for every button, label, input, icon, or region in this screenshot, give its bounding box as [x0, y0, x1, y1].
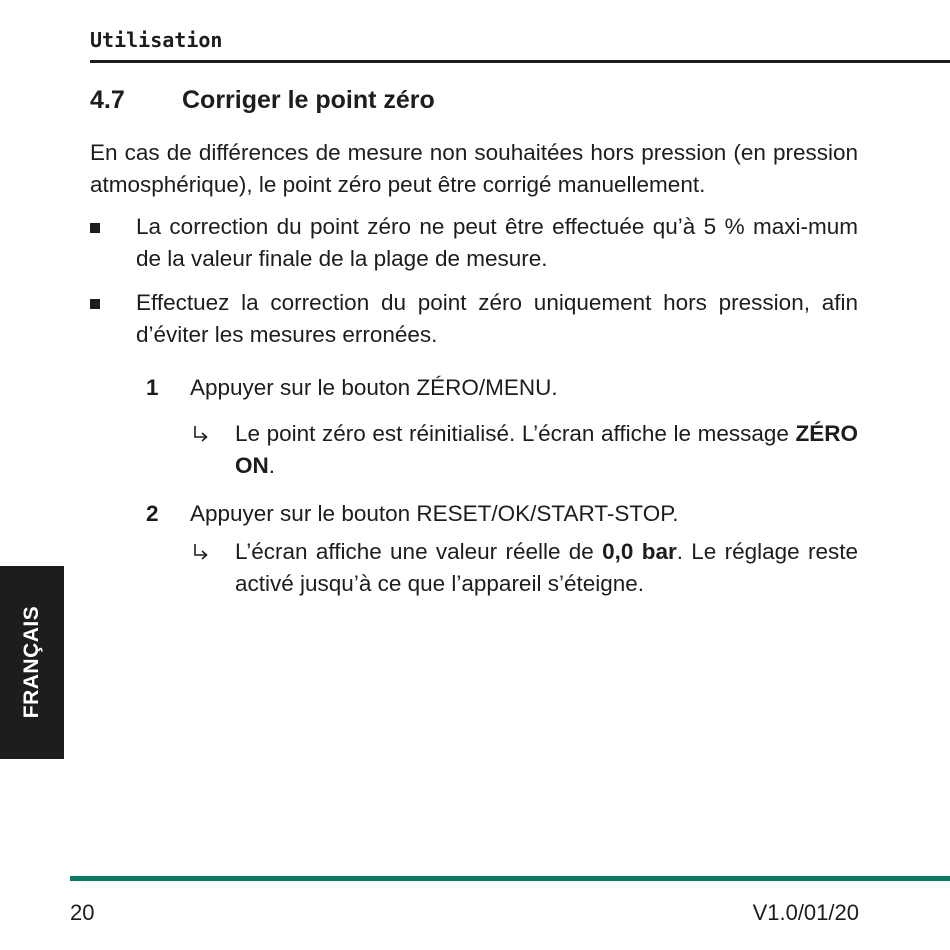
- step-text: Appuyer sur le bouton RESET/OK/START-STOP.: [190, 501, 679, 526]
- bullet-text: La correction du point zéro ne peut être effectuée qu’à 5 % maxi-mum de la valeur finale de la plage de mesure.: [136, 214, 858, 271]
- step-2-result: [190, 536, 858, 600]
- bullet-item: [90, 211, 858, 275]
- bullet-item: [90, 287, 858, 351]
- square-bullet-icon: [90, 223, 100, 233]
- language-tab-label: FRANÇAIS: [20, 605, 43, 719]
- bullet-list: [90, 211, 858, 363]
- language-tab: [0, 566, 64, 759]
- section-number: 4.7: [90, 86, 125, 114]
- result-arrow-icon: [190, 542, 212, 564]
- section-heading: [90, 86, 435, 115]
- result-arrow-icon: [190, 424, 212, 446]
- step-1-result: [190, 418, 858, 482]
- display-value: 0,0 bar: [602, 539, 677, 564]
- section-title: Corriger le point zéro: [182, 86, 435, 114]
- version-label: V1.0/01/20: [752, 900, 859, 925]
- step-text: Appuyer sur le bouton ZÉRO/MENU.: [190, 375, 558, 400]
- step-number: 2: [146, 501, 159, 526]
- square-bullet-icon: [90, 299, 100, 309]
- header-rule: [90, 60, 950, 63]
- page-number: 20: [70, 900, 95, 925]
- result-text: L’écran affiche une valeur réelle de 0,0 bar. Le réglage reste activé jusqu’à ce que l’appareil s’éteigne.: [235, 539, 858, 596]
- intro-paragraph: En cas de différences de mesure non souhaitées hors pression (en pression atmosphérique), le point zéro peut être corrigé manuellement.: [90, 140, 858, 197]
- result-text: Le point zéro est réinitialisé. L’écran affiche le message ZÉRO ON.: [235, 421, 858, 478]
- display-message: ZÉRO ON: [235, 421, 858, 478]
- footer-rule: [70, 876, 950, 881]
- step-number: 1: [146, 375, 159, 400]
- running-header: Utilisation: [90, 28, 223, 52]
- bullet-text: Effectuez la correction du point zéro uniquement hors pression, afin d’éviter les mesures erronées.: [136, 290, 858, 347]
